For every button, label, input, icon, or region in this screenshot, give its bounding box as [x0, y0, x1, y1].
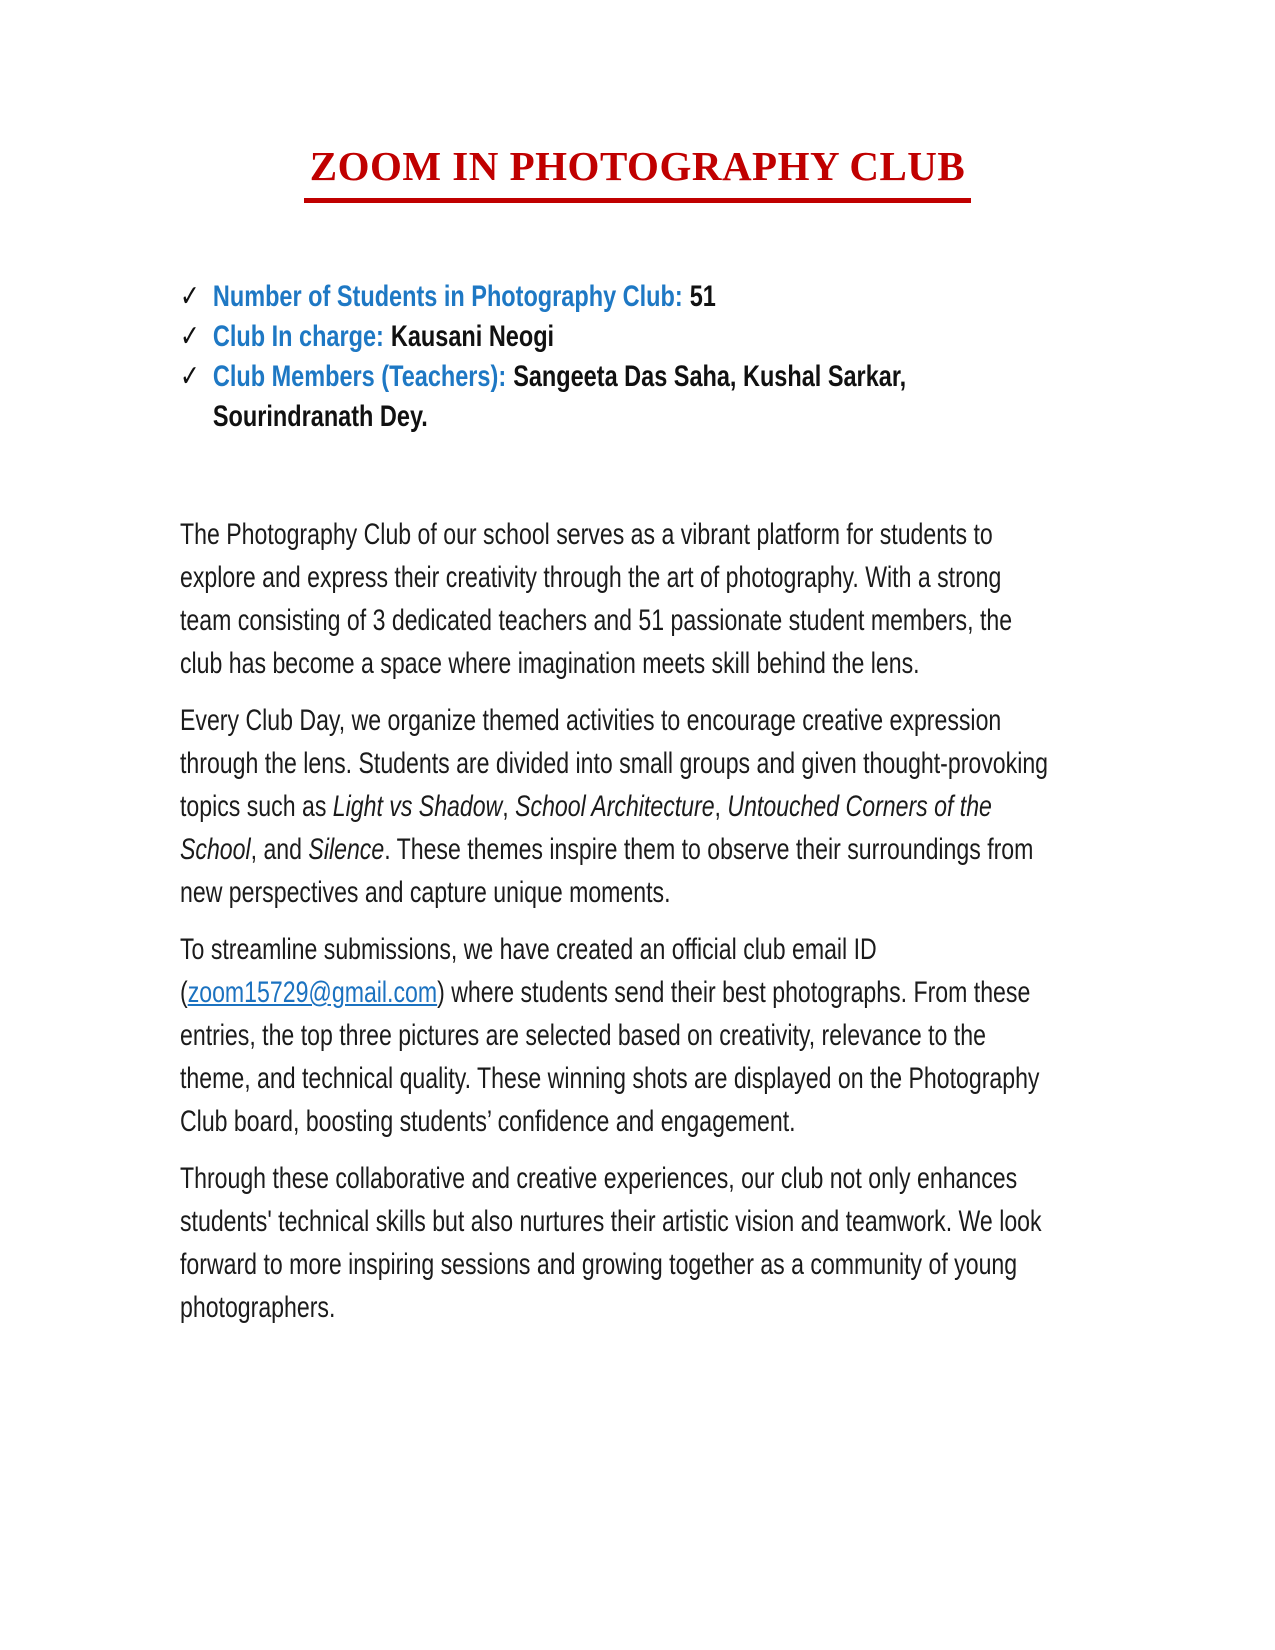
- list-item-club-incharge: [180, 317, 1049, 357]
- paragraph-closing: [180, 1157, 1049, 1329]
- text-run: ,: [714, 790, 728, 823]
- checkmark-icon: ✓: [180, 320, 200, 353]
- list-item-text: [213, 277, 1049, 317]
- text-run: ,: [502, 790, 516, 823]
- theme-name-italic: Silence: [308, 833, 385, 866]
- body-paragraphs: [180, 513, 1275, 1329]
- item-label: Club In charge:: [212, 320, 384, 353]
- text-run: , and: [250, 833, 309, 866]
- theme-name-italic: Light vs Shadow: [332, 790, 503, 823]
- item-value: 51: [689, 280, 716, 313]
- item-label: Club Members (Teachers):: [212, 360, 507, 393]
- item-value: Sangeeta Das Saha, Kushal Sarkar, Sourindranath Dey.: [212, 360, 907, 433]
- text-run: Every Club Day, we organize themed activities to encourage creative expression through the lens. Students are divided into small groups and given thought-provoking topics such as: [180, 704, 1049, 823]
- list-item-student-count: [180, 277, 1049, 317]
- text-run: The Photography Club of our school serves as a vibrant platform for students to explore and express their creativity through the art of photography. With a strong team consisting of 3 dedicated teachers and 51 passionate student members, the club has become a space where imagination meets skill behind the lens.: [180, 518, 1013, 680]
- page-title: [150, 138, 1125, 203]
- item-label: Number of Students in Photography Club:: [212, 280, 683, 313]
- paragraph-club-day-activities: [180, 699, 1049, 914]
- list-item-text: [213, 317, 1049, 357]
- list-item-club-members: [180, 357, 1049, 437]
- item-value: Kausani Neogi: [390, 320, 555, 353]
- theme-name-italic: School Architecture: [515, 790, 715, 823]
- text-run: ) where students send their best photographs. From these entries, the top three pictures are selected based on creativity, relevance to the theme, and technical quality. These winning shots are displayed on the Photography Club board, boosting students’ confidence and engagement.: [180, 976, 1040, 1138]
- checkmark-icon: ✓: [180, 360, 200, 393]
- checkmark-icon: ✓: [180, 280, 200, 313]
- list-item-text: [213, 357, 1049, 437]
- text-run: . These themes inspire them to observe their surroundings from new perspectives and capture unique moments.: [180, 833, 1034, 909]
- paragraph-intro: [180, 513, 1049, 685]
- paragraph-submissions-email: [180, 928, 1049, 1143]
- email-link[interactable]: zoom15729@gmail.com: [187, 976, 438, 1009]
- club-info-list: [180, 277, 1049, 437]
- text-run: To streamline submissions, we have created an official club email ID (: [180, 933, 877, 1009]
- theme-name-italic: Untouched Corners of the School: [180, 790, 992, 866]
- text-run: Through these collaborative and creative experiences, our club not only enhances students' technical skills but also nurtures their artistic vision and teamwork. We look forward to more inspiring sessions and growing together as a community of young photographers.: [180, 1162, 1042, 1324]
- page-title-text: ZOOM IN PHOTOGRAPHY CLUB: [304, 138, 972, 203]
